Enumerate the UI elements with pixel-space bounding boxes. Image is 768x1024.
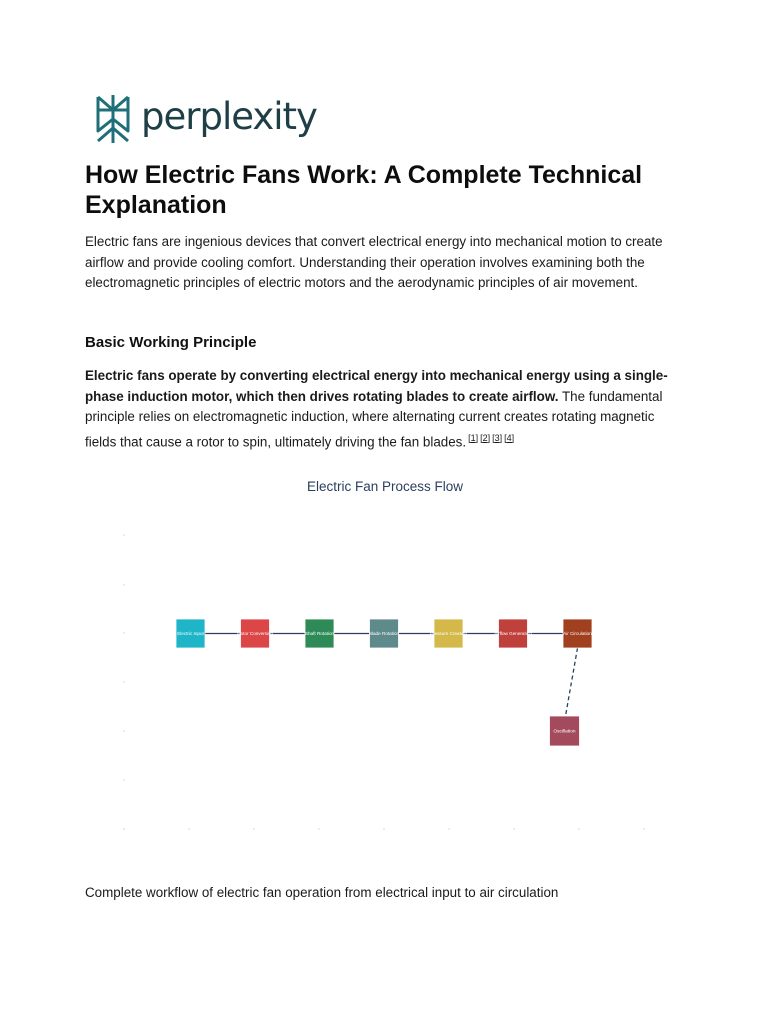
flow-node-label: Oscillation (553, 729, 576, 735)
flow-node-label: Shaft Rotation (304, 631, 335, 636)
page-title: How Electric Fans Work: A Complete Technical Explanation (85, 161, 643, 219)
axis-tick (448, 828, 450, 830)
diagram-caption: Complete workflow of electric fan operation from electrical input to air circulation (85, 885, 559, 900)
principle-bold-text: Electric fans operate by converting electrical energy into mechanical energy using a single-phase induction motor, which then drives rotating blades to create airflow. (85, 368, 668, 404)
axis-tick (123, 779, 125, 781)
citation-link[interactable]: [2] (480, 432, 491, 443)
intro-paragraph: Electric fans are ingenious devices that convert electrical energy into mechanical motion to create airflow and provide cooling comfort. Understanding their operation involves examining both the electromagnetic principles of electric motors and the aerodynamic principles of air movement. (85, 234, 663, 290)
axis-tick (123, 730, 125, 732)
axis-tick (123, 632, 125, 634)
section-heading: Basic Working Principle (85, 334, 257, 351)
axis-tick (578, 828, 580, 830)
axis-tick (188, 828, 190, 830)
flow-node-label: Blade Rotation (368, 631, 400, 636)
perplexity-logo (93, 93, 317, 145)
axis-tick (123, 681, 125, 683)
principle-paragraph (85, 366, 687, 452)
branch-connector (566, 648, 578, 716)
axis-tick (513, 828, 515, 830)
principle-body-text: The fundamental principle relies on electromagnetic induction, where alternating current creates rotating magnetic fields that cause a rotor to spin, ultimately driving the fan blades. (85, 388, 663, 449)
citation-link[interactable]: [1] (468, 432, 479, 443)
flow-node-label: Airflow Generation (494, 631, 532, 636)
logo-wordmark: perplexity (141, 94, 317, 138)
axis-tick (643, 828, 645, 830)
process-flow-diagram (85, 470, 685, 850)
citation-link[interactable]: [4] (504, 432, 515, 443)
flow-node-label: Electric Input (177, 631, 204, 636)
flow-node-label: Pressure Creation (429, 631, 468, 636)
flow-node-label: Motor Conversion (236, 631, 274, 636)
axis-tick (383, 828, 385, 830)
diagram-title: Electric Fan Process Flow (306, 479, 464, 494)
citation-link[interactable]: [3] (492, 432, 503, 443)
axis-tick (123, 828, 125, 830)
flow-node-label: Air Circulation (563, 631, 592, 636)
axis-tick (123, 534, 125, 536)
axis-tick (253, 828, 255, 830)
axis-tick (318, 828, 320, 830)
perplexity-logo-mark-icon (93, 93, 133, 145)
axis-tick (123, 584, 125, 586)
